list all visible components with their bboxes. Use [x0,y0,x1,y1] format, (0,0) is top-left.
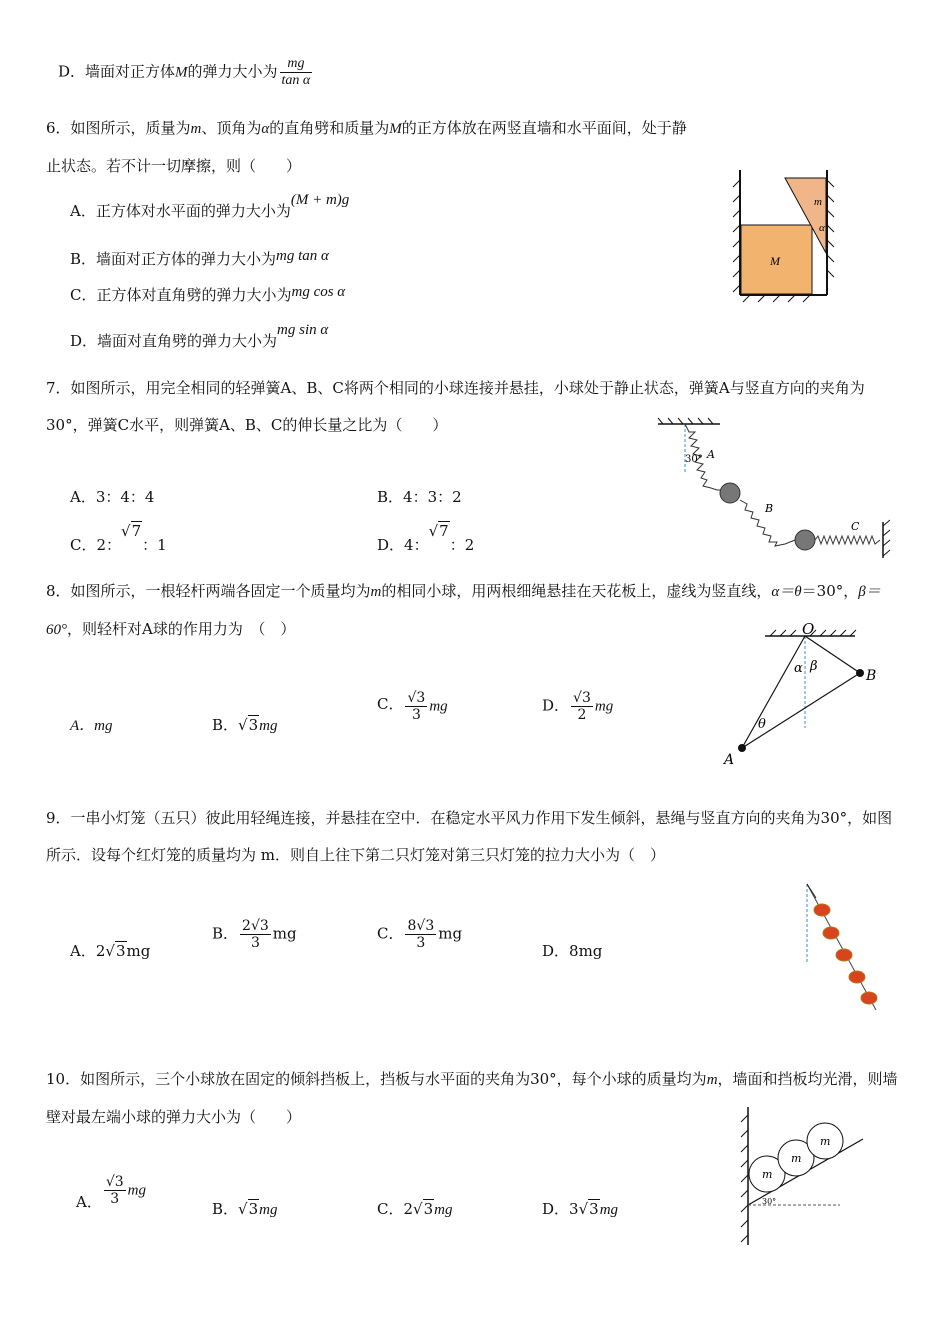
q8-option-a[interactable]: A．mg [70,718,113,734]
svg-text:m: m [814,196,822,208]
svg-text:30°: 30° [685,454,703,465]
q10-option-b[interactable]: B．√3mg [212,1200,278,1218]
q9-option-a[interactable]: A．2√3mg [70,942,151,960]
svg-text:α: α [819,222,825,234]
q9-option-b[interactable]: B． $\frac{2√3}{3}$ mg [212,918,297,951]
lantern-icon [814,904,877,1004]
q7-option-c[interactable]: C．2：√7：1 [70,522,167,554]
q5-fraction: $\frac{mg}{\text{tan α}}$ [281,56,311,88]
q9-option-c[interactable]: C． $\frac{8√3}{3}$ mg [377,918,463,951]
svg-text:m: m [762,1168,773,1181]
svg-text:M: M [770,254,780,268]
q6-option-c[interactable]: C．正方体对直角劈的弹力大小为mg cos α [70,284,346,304]
q5-var-M: M [175,64,188,81]
svg-text:B: B [765,502,774,515]
q7-figure [655,418,895,563]
q6-figure [730,165,840,305]
svg-text:α: α [794,661,803,676]
q7-stem: 7．如图所示，用完全相同的轻弹簧A、B、C将两个相同的小球连接并悬挂，小球处于静止状态，弹簧A与竖直方向的夹角为30°，弹簧C水平，则弹簧A、B、C的伸长量之比为（ ） [46,379,865,434]
q7-ball-2 [795,530,815,550]
q6-option-d[interactable]: D．墙面对直角劈的弹力大小为mg sin α [70,322,329,350]
q8-figure [720,618,890,768]
q10-figure [738,1105,868,1250]
svg-text:30°: 30° [762,1197,777,1206]
svg-text:m: m [791,1152,802,1165]
q9-stem: 9．一串小灯笼（五只）彼此用轻绳连接，并悬挂在空中．在稳定水平风力作用下发生倾斜，悬绳与竖直方向的夹角为30°，如图所示．设每个红灯笼的质量均为 m．则自上往下第二只灯笼对第三只灯笼的拉力大小为（ ） [46,809,893,864]
q8-option-b[interactable]: B．√3mg [212,716,278,734]
q7-ball-1 [720,483,740,503]
svg-text:A: A [724,752,735,768]
q10-option-c[interactable]: C．2√3mg [377,1200,453,1218]
q8-option-c[interactable]: C． $\frac{√3}{3}$ mg [377,690,448,723]
q10-option-d[interactable]: D．3√3mg [542,1200,619,1218]
q9-option-d[interactable]: D．8mg [542,942,603,960]
q9-figure [800,882,890,1017]
svg-text:C: C [851,520,860,533]
svg-text:θ: θ [758,717,766,732]
q7-option-a[interactable]: A．3：4：4 [70,488,155,506]
q5-option-d-label: D．墙面对正方体 [58,62,176,81]
q8-option-d[interactable]: D． $\frac{√3}{2}$ mg [542,690,614,723]
svg-text:O: O [802,620,815,638]
q7-option-d[interactable]: D．4：√7：2 [377,522,475,554]
q5-option-d[interactable] [58,56,314,89]
svg-text:B: B [866,668,877,684]
q10-option-a[interactable]: A． $\frac{√3}{3}$ mg [76,1174,147,1211]
svg-text:β: β [810,659,818,674]
q10-stem: 10．如图所示，三个小球放在固定的倾斜挡板上，挡板与水平面的夹角为30°，每个小球的质量均为m，墙面和挡板均光滑，则墙壁对最左端小球的弹力大小为（ ） [46,1070,898,1126]
q6-option-a[interactable]: A．正方体对水平面的弹力大小为(M + m)g [70,192,350,220]
q7-option-b[interactable]: B．4：3：2 [377,488,462,506]
svg-text:m: m [820,1135,831,1148]
q6-stem: 6．如图所示，质量为m、顶角为α的直角劈和质量为M的正方体放在两竖直墙和水平面间，处于静止状态。若不计一切摩擦，则（ ） [46,119,687,175]
q5-option-d-tail: 的弹力大小为 [187,62,278,81]
q6-option-b[interactable]: B．墙面对正方体的弹力大小为mg tan α [70,248,329,268]
q8-stem: 8．如图所示，一根轻杆两端各固定一个质量均为m的相同小球，用两根细绳悬挂在天花板上，虚线为竖直线，α＝θ＝30°，β＝60°，则轻杆对A球的作用力为 （ ） [46,582,881,638]
svg-text:A: A [707,448,715,461]
